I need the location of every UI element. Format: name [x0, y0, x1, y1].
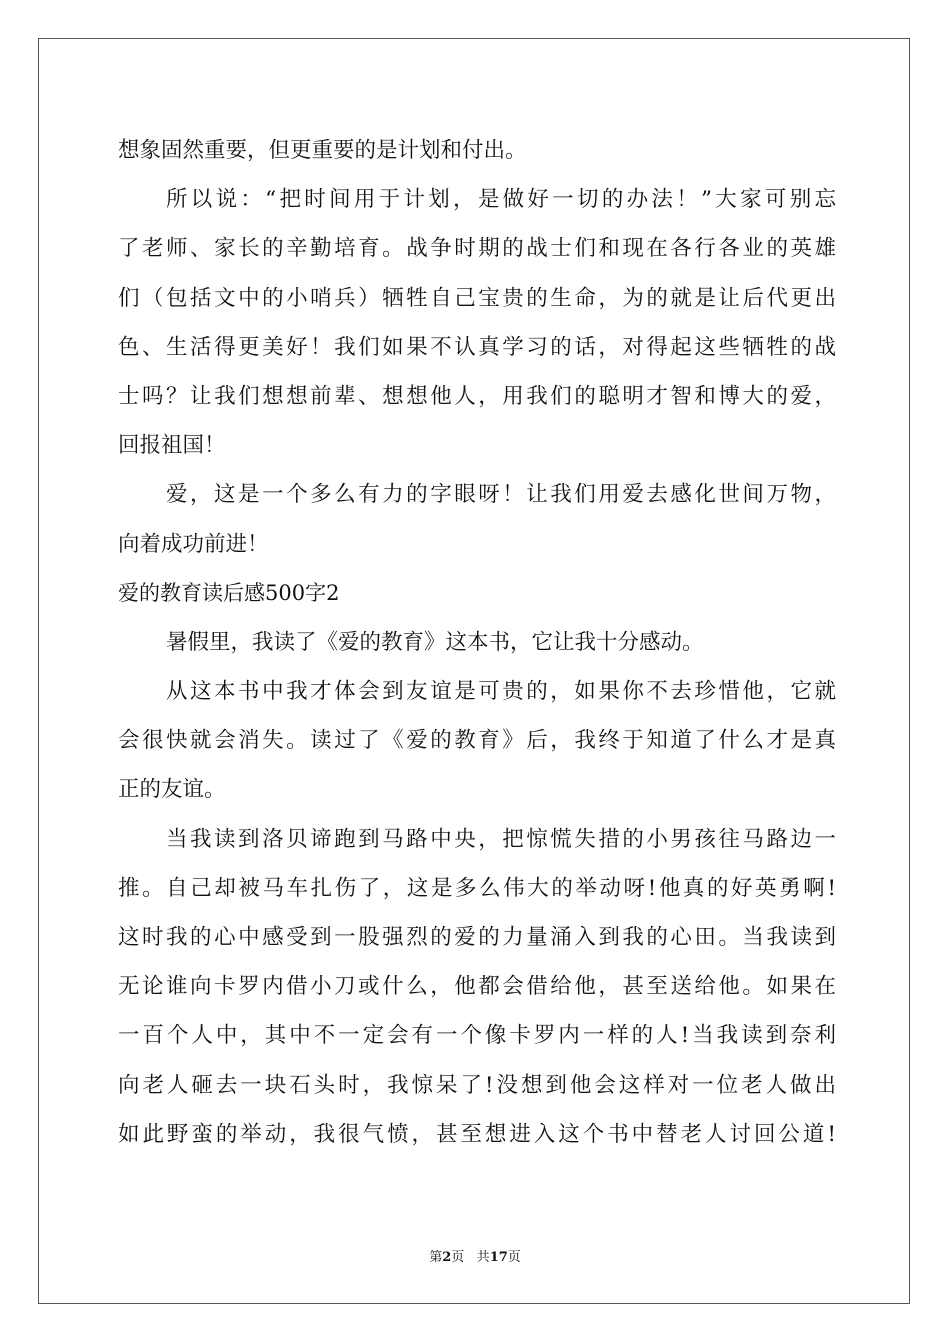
- text-line: 色、生活得更美好！我们如果不认真学习的话，对得起这些牺牲的战: [118, 334, 836, 360]
- text-line: 想象固然重要，但更重要的是计划和付出。: [118, 138, 527, 163]
- text-line: 所以说：“把时间用于计划，是做好一切的办法！”大家可别忘: [166, 187, 836, 213]
- section-heading: 爱的教育读后感500字2: [118, 580, 340, 605]
- text-line: 向着成功前进！: [118, 531, 269, 557]
- total-pages: 17: [489, 1250, 508, 1265]
- text-line: 推。自己却被马车扎伤了，这是多么伟大的举动呀!他真的好英勇啊!: [118, 875, 836, 901]
- total-prefix: 共: [476, 1250, 490, 1265]
- text-line: 如此野蛮的举动，我很气愤，甚至想进入这个书中替老人讨回公道!: [118, 1121, 836, 1147]
- page-suffix: 页: [451, 1250, 465, 1265]
- total-suffix: 页: [507, 1250, 521, 1265]
- text-line: 一百个人中，其中不一定会有一个像卡罗内一样的人!当我读到奈利: [118, 1023, 836, 1049]
- text-line: 们（包括文中的小哨兵）牺牲自己宝贵的生命，为的就是让后代更出: [118, 285, 836, 311]
- text-line: 这时我的心中感受到一股强烈的爱的力量涌入到我的心田。当我读到: [118, 925, 836, 950]
- text-line: 向老人砸去一块石头时，我惊呆了!没想到他会这样对一位老人做出: [118, 1072, 836, 1098]
- text-line: 爱，这是一个多么有力的字眼呀！让我们用爱去感化世间万物，: [166, 482, 836, 508]
- text-line: 当我读到洛贝谛跑到马路中央，把惊慌失措的小男孩往马路边一: [166, 826, 836, 852]
- text-line: 从这本书中我才体会到友谊是可贵的，如果你不去珍惜他，它就: [166, 679, 836, 705]
- text-line: 无论谁向卡罗内借小刀或什么，他都会借给他，甚至送给他。如果在: [118, 974, 836, 1000]
- page-prefix: 第: [429, 1250, 443, 1265]
- text-line: 士吗？让我们想想前辈、想想他人，用我们的聪明才智和博大的爱，: [118, 383, 836, 409]
- document-body: [118, 126, 836, 1159]
- text-line: 暑假里，我读了《爱的教育》这本书，它让我十分感动。: [166, 629, 704, 655]
- page-number: 2: [442, 1250, 452, 1265]
- text-line: 了老师、家长的辛勤培育。战争时期的战士们和现在各行各业的英雄: [118, 236, 836, 262]
- text-line: 回报祖国！: [118, 433, 226, 459]
- text-line: 会很快就会消失。读过了《爱的教育》后，我终于知道了什么才是真: [118, 728, 836, 754]
- page-footer: [0, 1246, 950, 1265]
- text-line: 正的友谊。: [118, 777, 226, 803]
